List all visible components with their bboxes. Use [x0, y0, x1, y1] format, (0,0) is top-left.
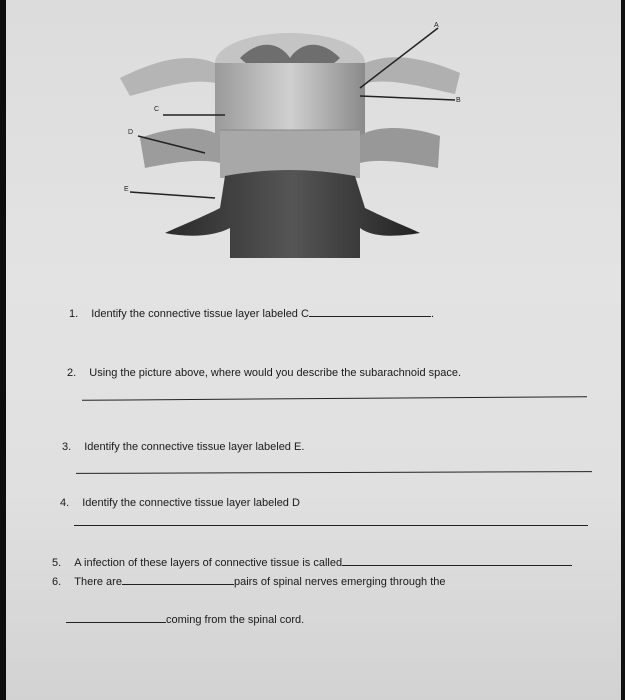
question-text: Identify the connective tissue layer labeled D [82, 497, 300, 509]
answer-line-3[interactable] [76, 471, 592, 474]
question-text: Identify the connective tissue layer labeled E. [84, 441, 305, 453]
question-number: 1. [69, 308, 79, 320]
answer-blank-1[interactable] [309, 304, 431, 317]
answer-line-4[interactable] [74, 525, 588, 526]
spinal-cord-illustration [120, 18, 460, 258]
question-6 [52, 572, 446, 588]
question-2 [67, 367, 461, 379]
answer-blank-5[interactable] [342, 553, 572, 566]
answer-line-2[interactable] [82, 396, 587, 401]
photo-border-right [621, 0, 625, 700]
question-1 [69, 304, 434, 320]
question-text: Using the picture above, where would you describe the subarachnoid space. [89, 367, 462, 379]
photo-border-left [0, 0, 6, 700]
label-a: A [434, 22, 439, 29]
question-text-b: pairs of spinal nerves emerging through the [233, 576, 446, 588]
question-number: 5. [52, 557, 62, 569]
question-end: . [430, 308, 434, 320]
question-text: Identify the connective tissue layer labeled C [91, 308, 309, 320]
question-5 [52, 553, 572, 569]
label-e: E [124, 186, 129, 193]
label-b: B [456, 97, 461, 104]
label-d: D [128, 129, 134, 136]
question-number: 6. [52, 576, 62, 588]
question-text-c: coming from the spinal cord. [166, 614, 305, 626]
question-number: 2. [67, 367, 77, 379]
question-6-continued [66, 610, 304, 626]
question-number: 4. [60, 497, 70, 509]
answer-blank-6b[interactable] [66, 610, 166, 623]
question-text-a: There are [74, 576, 122, 588]
answer-blank-6a[interactable] [122, 572, 234, 585]
label-c: C [154, 106, 160, 113]
question-3 [62, 441, 304, 453]
question-4 [60, 497, 300, 509]
question-text: A infection of these layers of connective tissue is called [74, 557, 343, 569]
question-number: 3. [62, 441, 72, 453]
